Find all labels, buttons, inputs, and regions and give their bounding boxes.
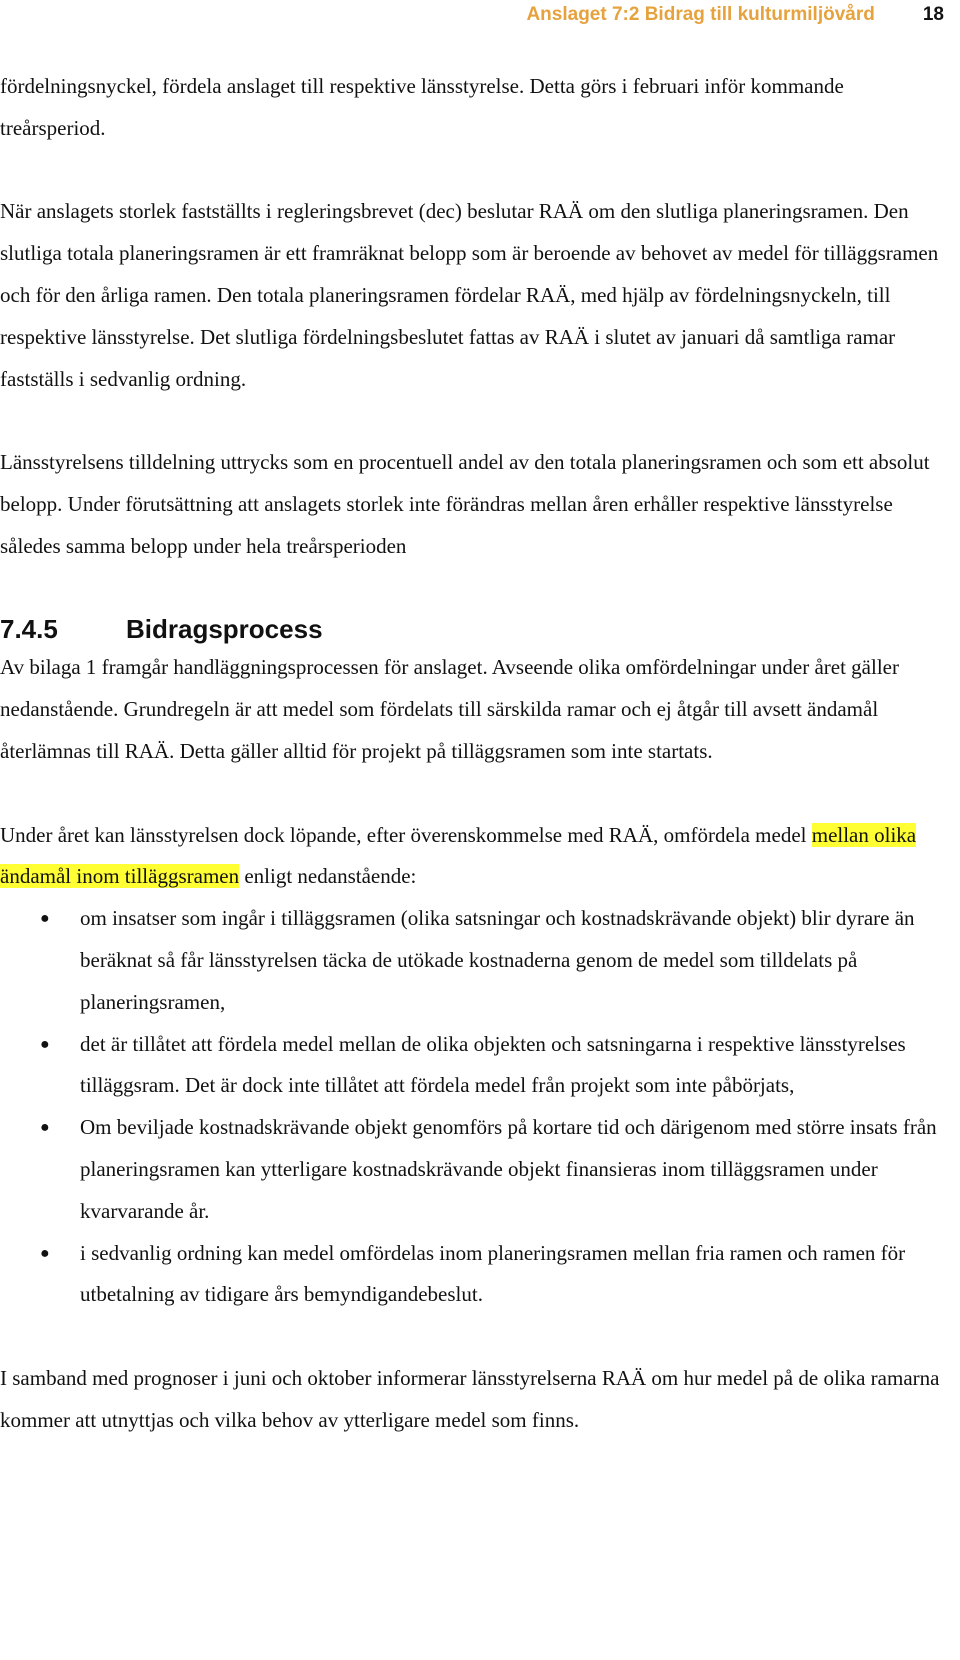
section-number: 7.4.5: [0, 614, 58, 645]
section-heading: [0, 611, 950, 647]
list-item-text: i sedvanlig ordning kan medel omfördelas inom planeringsramen mellan fria ramen och ramen för utbetalning av tidigare års bemyndigandebeslut.: [80, 1240, 906, 1307]
bullet-icon: ●: [40, 1119, 50, 1137]
paragraph-gap: [0, 400, 950, 442]
bullet-list: [0, 898, 950, 1316]
list-item: [0, 1024, 950, 1108]
body-text: [0, 66, 950, 1442]
section-title: Bidragsprocess: [126, 614, 323, 645]
header-title: Anslaget 7:2 Bidrag till kulturmiljövård: [526, 4, 875, 25]
list-item-text: det är tillåtet att fördela medel mellan de olika objekten och satsningarna i respektive länsstyrelses tilläggsram. Det är dock inte tillåtet att fördela medel från projekt som inte påbörjats,: [80, 1031, 906, 1098]
paragraph-5-start: Under året kan länsstyrelsen dock löpande, efter överenskommelse med RAÄ, omfördela medel: [0, 822, 812, 847]
paragraph-gap: [0, 568, 950, 610]
paragraph-5: [0, 815, 950, 899]
page-number: 18: [922, 4, 944, 25]
highlighted-text: mellan olika ändamål inom tilläggsramen: [0, 822, 917, 889]
bullet-icon: ●: [40, 1244, 50, 1262]
paragraph-3: Länsstyrelsens tilldelning uttrycks som en procentuell andel av den totala planeringsramen och som ett absolut belopp. Under förutsättning att anslagets storlek inte förändras mellan åren erhåller respektive länsstyrelse således samma belopp under hela treårsperioden: [0, 450, 930, 558]
paragraph-gap: [0, 1316, 950, 1358]
bullet-icon: ●: [40, 910, 50, 928]
list-item: [0, 1107, 950, 1232]
bullet-icon: ●: [40, 1035, 50, 1053]
paragraph-2: När anslagets storlek fastställts i regleringsbrevet (dec) beslutar RAÄ om den slutliga planeringsramen. Den slutliga totala planeringsramen är ett framräknat belopp som är beroende av behovet av medel för tilläggsramen och för den årliga ramen. Den totala planeringsramen fördelar RAÄ, med hjälp av fördelningsnyckeln, till respektive länsstyrelse. Det slutliga fördelningsbeslutet fattas av RAÄ i slutet av januari då samtliga ramar fastställs i sedvanlig ordning.: [0, 199, 939, 391]
section-intro: Av bilaga 1 framgår handläggningsprocessen för anslaget. Avseende olika omfördelningar under året gäller nedanstående. Grundregeln är att medel som fördelats till särskilda ramar och ej åtgår till avsett ändamål återlämnas till RAÄ. Detta gäller alltid för projekt på tilläggsramen som inte startats.: [0, 655, 899, 763]
list-item: [0, 898, 950, 1023]
paragraph-1: fördelningsnyckel, fördela anslaget till respektive länsstyrelse. Detta görs i februari inför kommande treårsperiod.: [0, 74, 844, 140]
paragraph-5-end: enligt nedanstående:: [239, 864, 417, 889]
closing-paragraph: I samband med prognoser i juni och oktober informerar länsstyrelserna RAÄ om hur medel på de olika ramarna kommer att utnyttjas och vilka behov av ytterligare medel som finns.: [0, 1365, 940, 1432]
list-item: [0, 1233, 950, 1317]
list-item-text: Om beviljade kostnadskrävande objekt genomförs på kortare tid och därigenom med större insats från planeringsramen kan ytterligare kostnadskrävande objekt finansieras inom tilläggsramen under kvarvarande år.: [80, 1115, 937, 1223]
list-item-text: om insatser som ingår i tilläggsramen (olika satsningar och kostnadskrävande objekt) blir dyrare än beräknat så får länsstyrelsen täcka de utökade kostnaderna genom de medel som tilldelats på planeringsramen,: [80, 906, 915, 1014]
paragraph-gap: [0, 773, 950, 815]
paragraph-gap: [0, 150, 950, 192]
running-header: [526, 4, 944, 28]
